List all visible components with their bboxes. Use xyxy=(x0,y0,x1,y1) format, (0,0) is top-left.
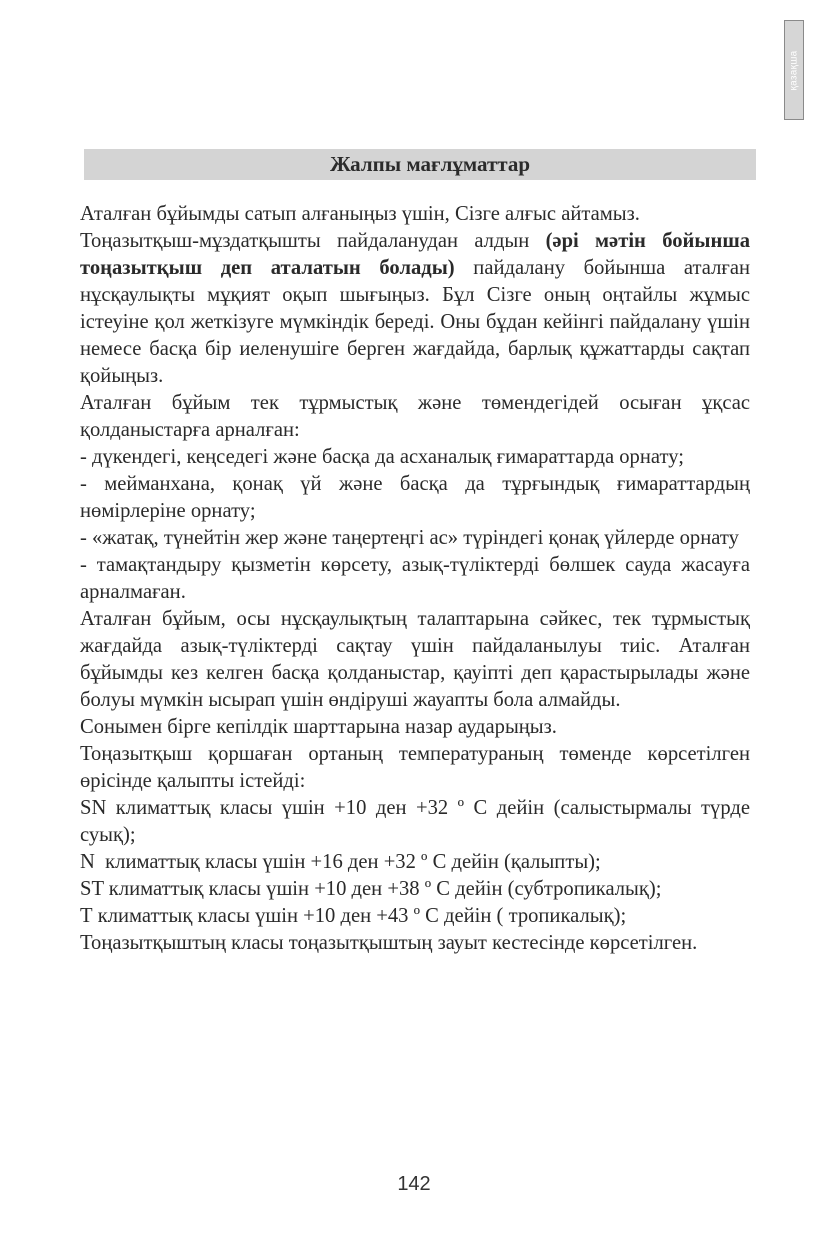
paragraph-text: Тоңазытқыш-мұздатқышты пайдаланудан алдын xyxy=(80,230,546,252)
section-heading: Жалпы мағлұматтар xyxy=(329,152,531,176)
climate-class-t: Т климаттық класы үшін +10 ден +43 º С дейін ( тропикалық); xyxy=(80,905,627,927)
list-item-shops: - дүкендегі, кеңседегі және басқа да асханалық ғимараттарда орнату; xyxy=(80,446,684,468)
climate-class-n: N климаттық класы үшін +16 ден +32 º С дейін (қалыпты); xyxy=(80,851,601,873)
list-item-hotels: - мейманхана, қонақ үй және басқа да тұрғындық ғимараттардың нөмірлеріне орнату; xyxy=(80,473,750,522)
paragraph-bold-text: (әрі мәтін бойынша тоңазытқыш деп аталатын болады) xyxy=(80,230,751,279)
body-text xyxy=(80,201,750,957)
paragraph-text: пайдалану бойынша аталған нұсқаулықты мұқият оқып шығыңыз. Бұл Сізге оның оңтайлы жұмыс істеуіне қол жеткізуге мүмкіндік береді. Оны бұдан кейінгі пайдалану үшін немесе басқа бір иеленушіге берген жағдайда, барлық құжаттарды сақтап қойыңыз. xyxy=(80,257,750,387)
page-number: 142 xyxy=(397,1173,431,1195)
language-tab-label: қазақша xyxy=(788,49,800,91)
paragraph-liability: Аталған бұйым, осы нұсқаулықтың талаптарына сәйкес, тек тұрмыстық жағдайда азық-түліктерді сақтау үшін пайдаланылуы тиіс. Аталған бұйымды кез келген басқа қолданыстар, қауіпті деп қарастырылады және болуы мүмкін ысырап үшін өндіруші жауапты бола алмайды. xyxy=(80,608,750,711)
paragraph-warranty: Сонымен бірге кепілдік шарттарына назар аударыңыз. xyxy=(80,716,557,738)
paragraph-ambient-temperature: Тоңазытқыш қоршаған ортаның температураның төменде көрсетілген өрісінде қалыпты істейді: xyxy=(80,743,750,792)
language-tab xyxy=(784,20,804,120)
section-heading-bar xyxy=(84,149,756,180)
paragraph-read-instructions xyxy=(80,228,750,390)
paragraph-class-location: Тоңазытқыштың класы тоңазытқыштың зауыт кестесінде көрсетілген. xyxy=(80,932,698,954)
list-item-catering: - тамақтандыру қызметін көрсету, азық-түліктерді бөлшек сауда жасауға арналмаған. xyxy=(80,554,750,603)
climate-class-st: ST климаттық класы үшін +10 ден +38 º С дейін (субтропикалық); xyxy=(80,878,662,900)
paragraph-thanks: Аталған бұйымды сатып алғаныңыз үшін, Сізге алғыс айтамыз. xyxy=(80,203,640,225)
list-item-guesthouses: - «жатақ, түнейтін жер және таңертеңгі ас» түріндегі қонақ үйлерде орнату xyxy=(80,527,739,549)
climate-class-sn: SN климаттық класы үшін +10 ден +32 º С дейін (салыстырмалы түрде суық); xyxy=(80,797,750,846)
paragraph-intended-use: Аталған бұйым тек тұрмыстық және төмендегідей осыған ұқсас қолданыстарға арналған: xyxy=(80,392,750,441)
